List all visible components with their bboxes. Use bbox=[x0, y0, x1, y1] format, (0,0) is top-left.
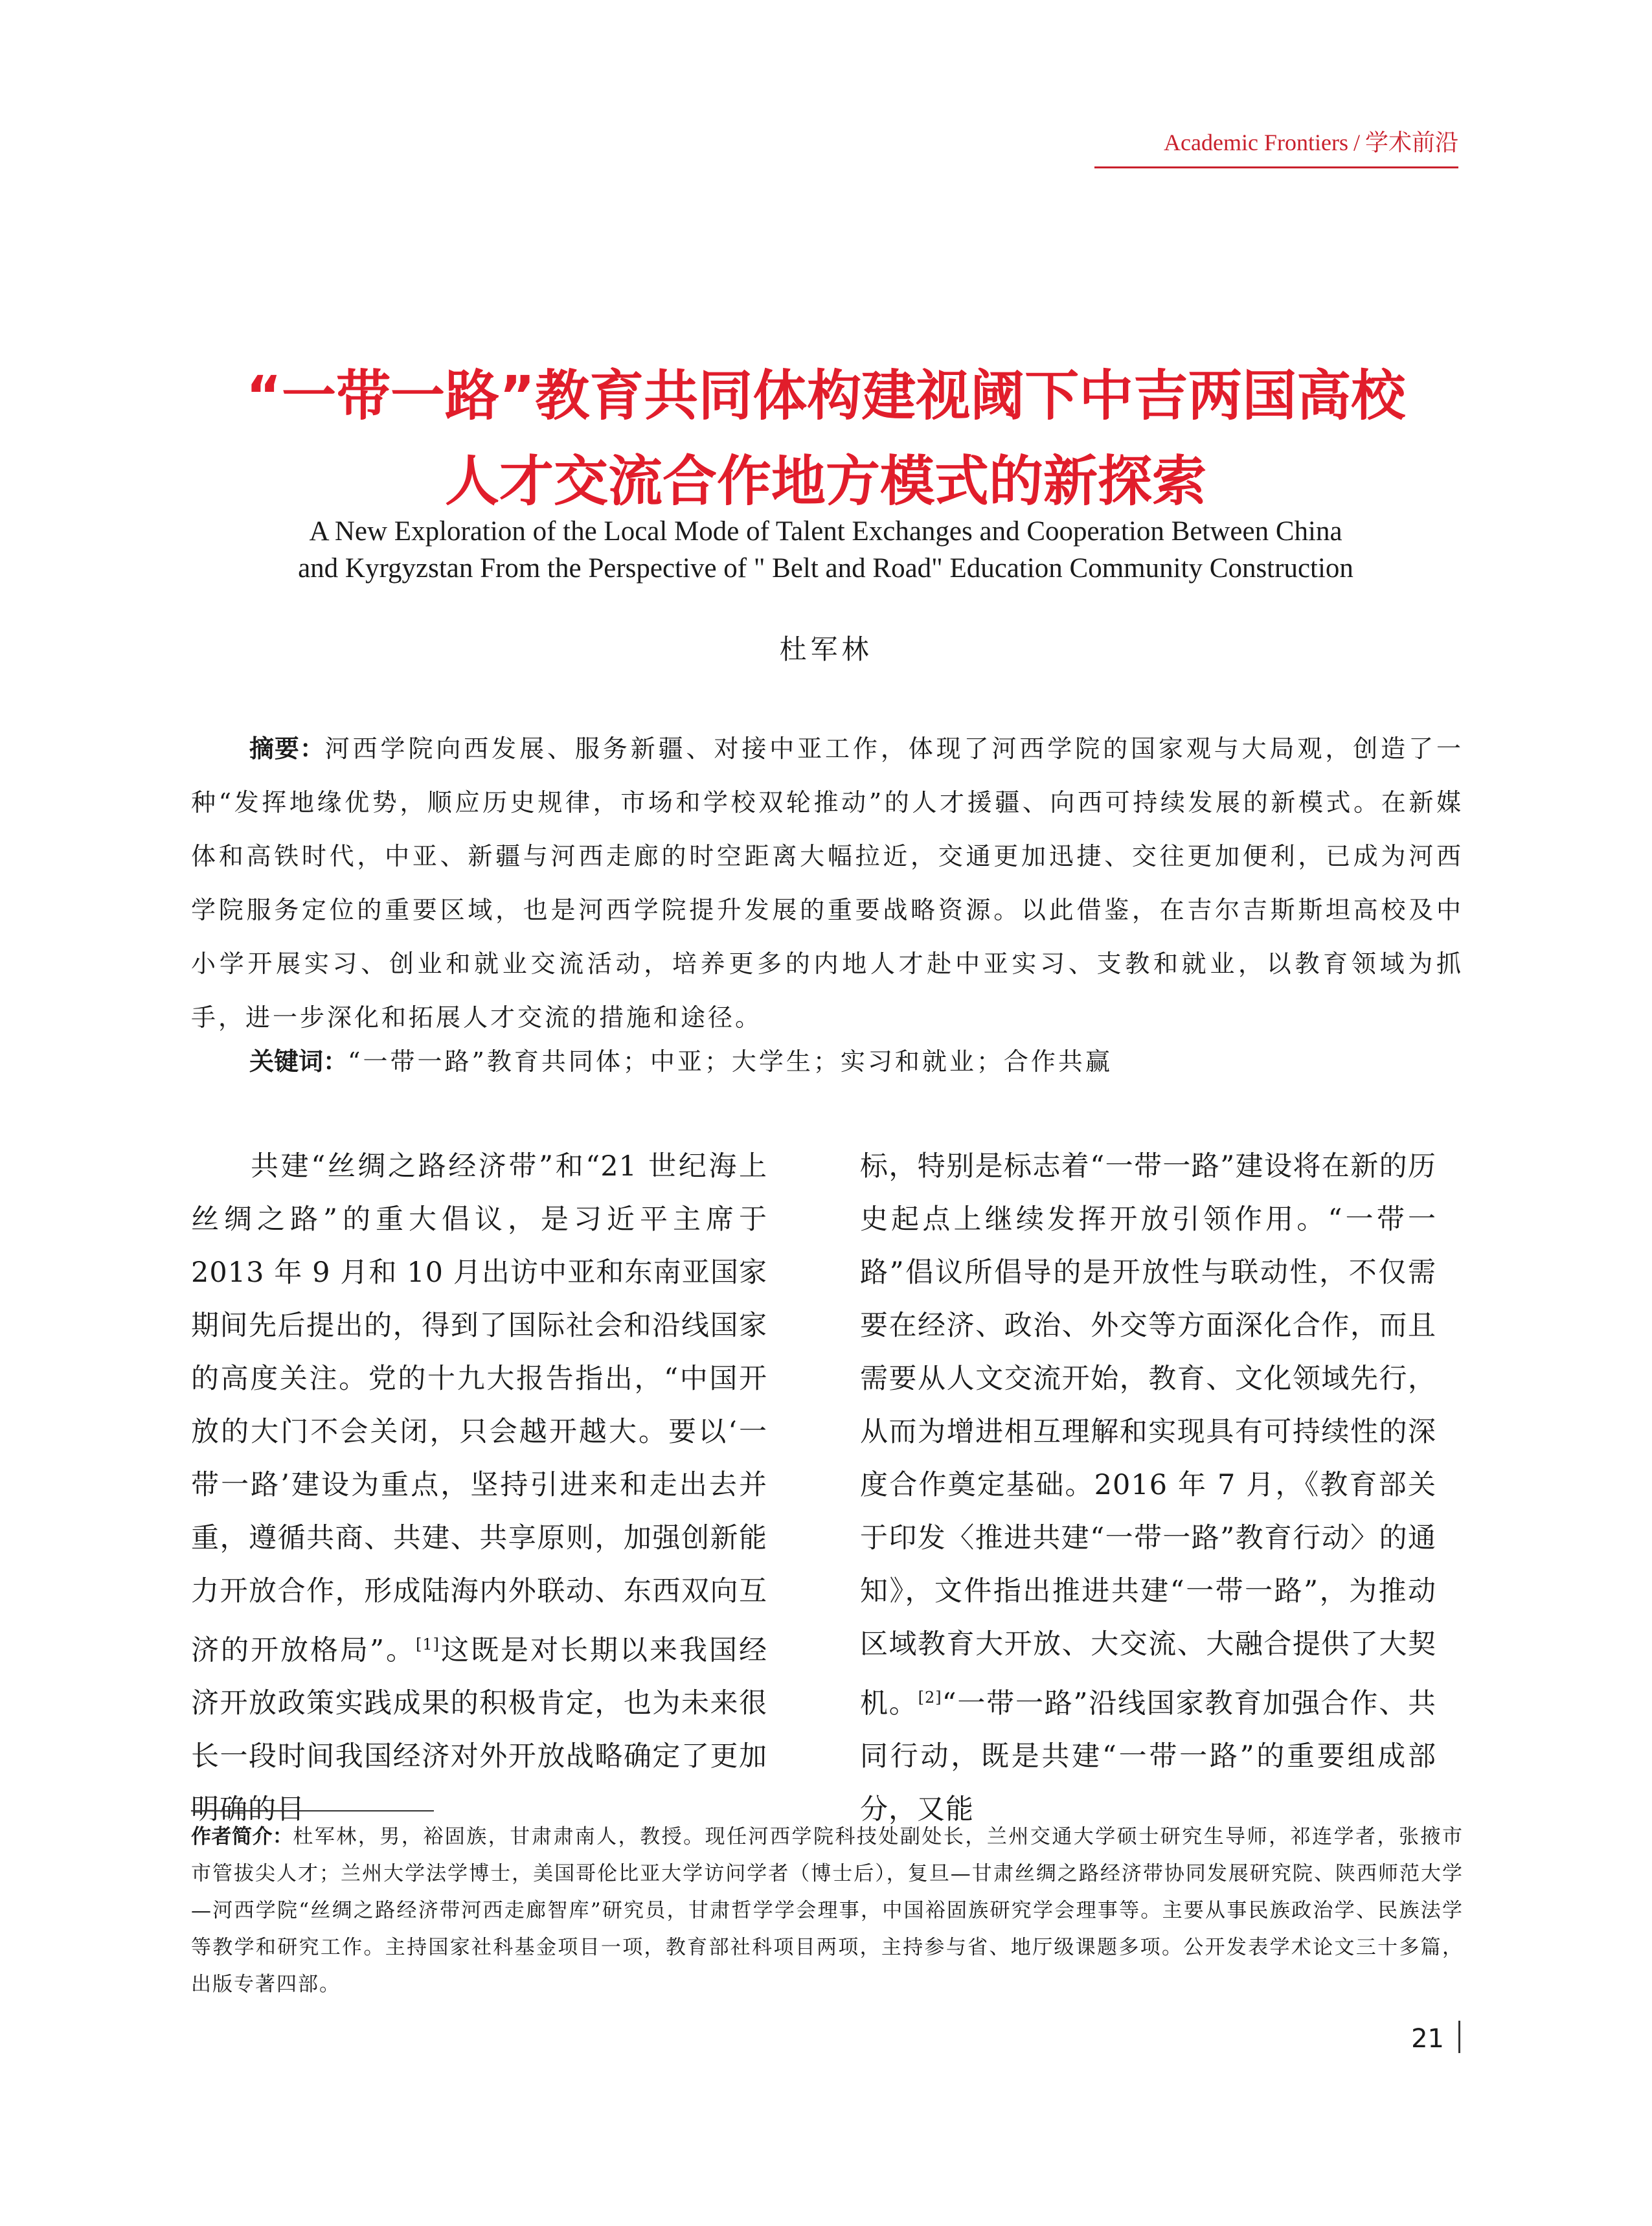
title-line-2: 人才交流合作地方模式的新探索 bbox=[444, 449, 1206, 513]
footnote-label: 作者简介： bbox=[191, 1825, 293, 1848]
author-footnote bbox=[191, 1819, 1464, 2003]
english-title-line-2: and Kyrgyzstan From the Perspective of " Belt and Road" Education Community Construction bbox=[298, 553, 1353, 584]
body-column-left bbox=[191, 1140, 767, 1836]
abstract bbox=[191, 722, 1464, 1045]
keywords-text: “一带一路”教育共同体；中亚；大学生；实习和就业；合作共赢 bbox=[348, 1047, 1113, 1076]
title-line-1: “一带一路”教育共同体构建视阈下中吉两国高校 bbox=[245, 364, 1406, 427]
english-title-line-1: A New Exploration of the Local Mode of Talent Exchanges and Cooperation Between China bbox=[309, 516, 1342, 547]
running-header bbox=[1094, 126, 1458, 168]
body-right-tail: “一带一路”沿线国家教育加强合作、共同行动，既是共建“一带一路”的重要组成部分，又能 bbox=[860, 1687, 1437, 1826]
author-name: 杜军林 bbox=[779, 633, 873, 665]
citation-ref-2: [2] bbox=[918, 1688, 942, 1707]
abstract-label: 摘要： bbox=[249, 734, 325, 763]
body-left-tail: 这既是对长期以来我国经济开放政策实践成果的积极肯定，也为未来很长一段时间我国经济对外开放战略确定了更加明确的目 bbox=[191, 1634, 768, 1826]
keywords-label: 关键词： bbox=[249, 1047, 348, 1076]
keywords bbox=[249, 1035, 1464, 1089]
abstract-text: 河西学院向西发展、服务新疆、对接中亚工作，体现了河西学院的国家观与大局观，创造了一种“发挥地缘优势，顺应历史规律，市场和学校双轮推动”的人才援疆、向西可持续发展的新模式。在新媒体和高铁时代，中亚、新疆与河西走廊的时空距离大幅拉近，交通更加迅捷、交往更加便利，已成为河西学院服务定位的重要区域，也是河西学院提升发展的重要战略资源。以此借鉴，在吉尔吉斯斯坦高校及中小学开展实习、创业和就业交流活动，培养更多的内地人才赴中亚实习、支教和就业，以教育领域为抓手，进一步深化和拓展人才交流的措施和途径。 bbox=[191, 734, 1464, 1032]
english-title bbox=[162, 513, 1489, 587]
footnote-text: 杜军林，男，裕固族，甘肃肃南人，教授。现任河西学院科技处副处长，兰州交通大学硕士研究生导师，祁连学者，张掖市市管拔尖人才；兰州大学法学博士，美国哥伦比亚大学访问学者（博士后），复旦—甘肃丝绸之路经济带协同发展研究院、陕西师范大学—河西学院“丝绸之路经济带河西走廊智库”研究员，甘肃哲学学会理事，中国裕固族研究学会理事等。主要从事民族政治学、民族法学等教学和研究工作。主持国家社科基金项目一项，教育部社科项目两项，主持参与省、地厅级课题多项。公开发表学术论文三十多篇，出版专著四部。 bbox=[191, 1825, 1464, 1996]
body-column-right bbox=[860, 1140, 1436, 1836]
header-separator: / bbox=[1353, 130, 1360, 155]
header-section-cn: 学术前沿 bbox=[1364, 130, 1458, 155]
citation-ref-1: [1] bbox=[416, 1635, 440, 1653]
page-number: 21 bbox=[1411, 2024, 1444, 2054]
footnote-divider bbox=[191, 1810, 434, 1811]
header-section-en: Academic Frontiers bbox=[1164, 130, 1348, 155]
article-title bbox=[162, 353, 1489, 524]
page-number-bar bbox=[1458, 2021, 1460, 2053]
body-right-text: 标，特别是标志着“一带一路”建设将在新的历史起点上继续发挥开放引领作用。“一带一路”倡议所倡导的是开放性与联动性，不仅需要在经济、政治、外交等方面深化合作，而且需要从人文交流开始，教育、文化领域先行，从而为增进相互理解和实现具有可持续性的深度合作奠定基础。2016 年 7 月，《教育部关于印发〈推进共建“一带一路”教育行动〉的通知》，文件指出推进共建“一带一路”，为推动区域教育大开放、大交流、大融合提供了大契机。 bbox=[860, 1150, 1436, 1720]
body-left-text: 共建“丝绸之路经济带”和“21 世纪海上丝绸之路”的重大倡议，是习近平主席于 2013 年 9 月和 10 月出访中亚和东南亚国家期间先后提出的，得到了国际社会和沿线国家的高度关注。党的十九大报告指出，“中国开放的大门不会关闭，只会越开越大。要以‘一带一路’建设为重点，坚持引进来和走出去并重，遵循共商、共建、共享原则，加强创新能力开放合作，形成陆海内外联动、东西双向互济的开放格局”。 bbox=[191, 1150, 767, 1667]
